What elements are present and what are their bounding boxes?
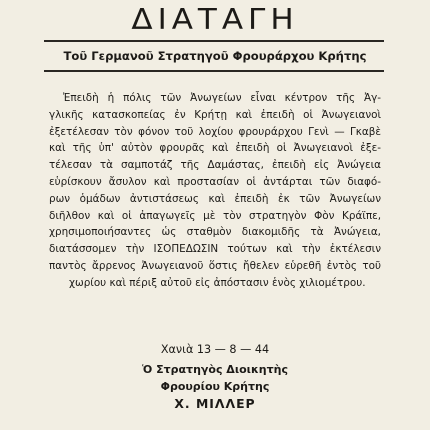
place-date: Χανιὰ 13 — 8 — 44 [160, 343, 270, 356]
title-divider-top [44, 40, 384, 42]
body-line: Ἐπειδὴ ἡ πόλις τῶν Ἀνωγείων εἶναι κέντρον τῆς Ἀγ- [63, 92, 381, 104]
body-line: χωρίου καὶ πέριξ αὐτοῦ εἰς ἀπόστασιν ἑνὸς χιλιομέτρου. [69, 276, 366, 289]
body-line: γλικῆς κατασκοπείας ἐν Κρήτῃ καὶ ἐπειδὴ οἱ Ἀνωγειανοὶ [49, 108, 381, 121]
body-line: διῆλθον καὶ οἱ ἀπαγωγεῖς μὲ τὸν στρατηγὸν Φὸν Κράϊπε, [49, 209, 381, 222]
body-line: παντὸς ἄρρενος Ἀνωγειανοῦ ὅστις ἤθελεν εὑρεθῆ ἐντὸς τοῦ [49, 259, 381, 272]
body-line: ρων ὁμάδων ἀντιστάσεως καὶ ἐπειδὴ ἐκ τῶν Ἀνωγείων [49, 192, 381, 205]
title-divider-bottom [44, 70, 384, 72]
body-line: διατάσσομεν τὴν ΙΣΟΠΕΔΩΣΙΝ τούτων καὶ τὴν ἐκτέλεσιν [49, 243, 381, 256]
signature-title: Ὁ Στρατηγὸς Διοικητὴς [142, 363, 288, 376]
signature-unit: Φρουρίου Κρήτης [160, 380, 270, 393]
signature-name: Χ. ΜΙΛΛΕΡ [174, 396, 256, 411]
proclamation-body [49, 90, 381, 292]
document-subtitle: Τοῦ Γερμανοῦ Στρατηγοῦ Φρουράρχου Κρήτης [63, 49, 367, 63]
body-line: χρησιμοποιήσαντες ὡς σταθμὸν διακομιδῆς τὰ Ἀνώγεια, [49, 226, 381, 239]
body-line: εὑρίσκουν ἄσυλον καὶ προστασίαν οἱ ἀντάρται τῶν διαφό- [49, 175, 381, 188]
body-line: ἐξετέλεσαν τὸν φόνον τοῦ λοχίου φρουράρχου Γενὶ — Γκαβὲ [49, 125, 381, 138]
document-title: ΔΙΑΤΑΓΗ [131, 3, 299, 37]
body-line: καὶ τῆς ὑπ' αὐτὸν φρουρᾶς καὶ ἐπειδὴ οἱ Ἀνωγειανοὶ ἐξε- [49, 142, 381, 155]
body-line: τέλεσαν τὰ σαμποτάζ τῆς Δαμάστας, ἐπειδὴ εἰς Ἀνώγεια [49, 159, 381, 172]
